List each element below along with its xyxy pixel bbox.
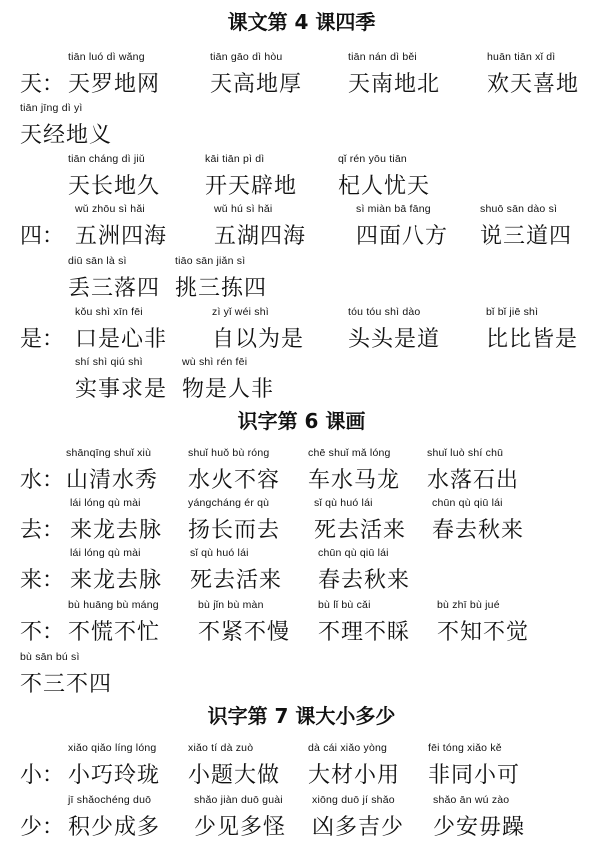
idiom-text: 不知不觉 — [437, 620, 530, 645]
idiom-text: 少安毋躁 — [433, 815, 526, 840]
idiom-text: 来龙去脉 — [70, 518, 163, 543]
pinyin: dà cái xiǎo yòng — [308, 742, 388, 754]
row-key: 来： — [20, 568, 65, 593]
idiom-text: 五洲四海 — [75, 224, 168, 249]
idiom-text: 天南地北 — [348, 72, 441, 97]
pinyin: bù huāng bù máng — [68, 599, 159, 611]
row-key: 天： — [20, 72, 65, 97]
row-key: 少： — [20, 815, 65, 840]
idiom-text: 天罗地网 — [68, 72, 161, 97]
idiom-text: 小题大做 — [188, 763, 281, 788]
pinyin: diū sān là sì — [68, 255, 127, 267]
pinyin: xiǎo qiǎo líng lóng — [68, 742, 157, 754]
idiom-text: 死去活来 — [314, 518, 407, 543]
pinyin: tóu tóu shì dào — [348, 306, 421, 318]
pinyin: huān tiān xǐ dì — [487, 51, 556, 63]
pinyin: lái lóng qù mài — [70, 547, 141, 559]
idiom-text: 杞人忧天 — [338, 174, 431, 199]
idiom-text: 四面八方 — [356, 224, 449, 249]
pinyin: kāi tiān pì dì — [205, 153, 265, 165]
pinyin: chē shuǐ mǎ lóng — [308, 447, 391, 459]
section-title: 课文第 4 课四季 — [227, 10, 376, 34]
pinyin: wù shì rén fēi — [182, 356, 248, 368]
idiom-text: 开天辟地 — [205, 174, 298, 199]
idiom-text: 春去秋来 — [432, 518, 525, 543]
pinyin: lái lóng qù mài — [70, 497, 141, 509]
section-title: 识字第 6 课画 — [237, 409, 366, 433]
pinyin: shānqīng shuǐ xiù — [66, 447, 152, 459]
pinyin: sǐ qù huó lái — [314, 497, 373, 509]
row-key: 不： — [20, 620, 65, 645]
pinyin: tiān cháng dì jiǔ — [68, 153, 145, 165]
pinyin: sì miàn bā fāng — [356, 203, 431, 215]
idiom-text: 水火不容 — [188, 468, 281, 493]
idiom-text: 天长地久 — [68, 174, 161, 199]
pinyin: bù sān bú sì — [20, 651, 80, 663]
pinyin: bù lǐ bù cǎi — [318, 599, 371, 611]
pinyin: tiān jīng dì yì — [20, 102, 83, 114]
row-key: 四： — [20, 224, 65, 249]
idiom-text: 来龙去脉 — [70, 568, 163, 593]
section-title: 识字第 7 课大小多少 — [207, 704, 396, 728]
pinyin: bǐ bǐ jiē shì — [486, 306, 539, 318]
idiom-text: 说三道四 — [480, 224, 573, 249]
idiom-text: 非同小可 — [428, 763, 521, 788]
idiom-text: 不紧不慢 — [198, 620, 291, 645]
idiom-text: 物是人非 — [182, 377, 275, 402]
idiom-text: 小巧玲珑 — [68, 763, 161, 788]
pinyin: shǎo ān wú zào — [433, 794, 510, 806]
idiom-text: 丢三落四 — [68, 276, 161, 301]
idiom-text: 死去活来 — [190, 568, 283, 593]
idiom-text: 少见多怪 — [194, 815, 287, 840]
pinyin: shí shì qiú shì — [75, 356, 143, 368]
idiom-text: 挑三拣四 — [175, 276, 268, 301]
pinyin: bù zhī bù jué — [437, 599, 500, 611]
idiom-text: 口是心非 — [75, 327, 168, 352]
row-key: 小： — [20, 763, 65, 788]
idiom-text: 头头是道 — [348, 327, 441, 352]
idiom-text: 不理不睬 — [318, 620, 411, 645]
pinyin: xiǎo tí dà zuò — [188, 742, 254, 754]
idiom-text: 车水马龙 — [308, 468, 401, 493]
idiom-text: 水落石出 — [427, 468, 520, 493]
row-key: 去： — [20, 518, 65, 543]
idiom-text: 积少成多 — [68, 815, 161, 840]
pinyin: yángcháng ér qù — [188, 497, 270, 509]
idiom-text: 五湖四海 — [214, 224, 307, 249]
idiom-text: 不慌不忙 — [68, 620, 161, 645]
row-key: 是： — [20, 327, 65, 352]
idiom-text: 天经地义 — [20, 123, 113, 148]
idiom-text: 比比皆是 — [486, 327, 579, 352]
pinyin: shuǐ huǒ bù róng — [188, 447, 270, 459]
idiom-text: 自以为是 — [212, 327, 305, 352]
pinyin: fēi tóng xiǎo kě — [428, 742, 502, 754]
idiom-text: 山清水秀 — [66, 468, 159, 493]
pinyin: qǐ rén yōu tiān — [338, 153, 407, 165]
pinyin: shǎo jiàn duō guài — [194, 794, 283, 806]
pinyin: wǔ zhōu sì hǎi — [75, 203, 145, 215]
idiom-text: 凶多吉少 — [312, 815, 405, 840]
pinyin: tiān nán dì běi — [348, 51, 417, 63]
pinyin: shuō sān dào sì — [480, 203, 558, 215]
pinyin: kǒu shì xīn fēi — [75, 306, 143, 318]
pinyin: shuǐ luò shí chū — [427, 447, 504, 459]
idiom-text: 不三不四 — [20, 672, 113, 697]
pinyin: tiān gāo dì hòu — [210, 51, 283, 63]
pinyin: tiāo sān jiǎn sì — [175, 255, 246, 267]
idiom-text: 天高地厚 — [210, 72, 303, 97]
pinyin: chūn qù qiū lái — [318, 547, 389, 559]
pinyin: jī shǎochéng duō — [68, 794, 152, 806]
row-key: 水： — [20, 468, 65, 493]
pinyin: chūn qù qiū lái — [432, 497, 503, 509]
pinyin: wǔ hú sì hǎi — [214, 203, 273, 215]
pinyin: bù jǐn bù màn — [198, 599, 264, 611]
pinyin: xiōng duō jí shǎo — [312, 794, 395, 806]
idiom-text: 春去秋来 — [318, 568, 411, 593]
idiom-text: 实事求是 — [75, 377, 168, 402]
pinyin: tiān luó dì wǎng — [68, 51, 145, 63]
idiom-text: 扬长而去 — [188, 518, 281, 543]
pinyin: sǐ qù huó lái — [190, 547, 249, 559]
pinyin: zì yǐ wéi shì — [212, 306, 269, 318]
idiom-text: 欢天喜地 — [487, 72, 580, 97]
idiom-text: 大材小用 — [308, 763, 401, 788]
